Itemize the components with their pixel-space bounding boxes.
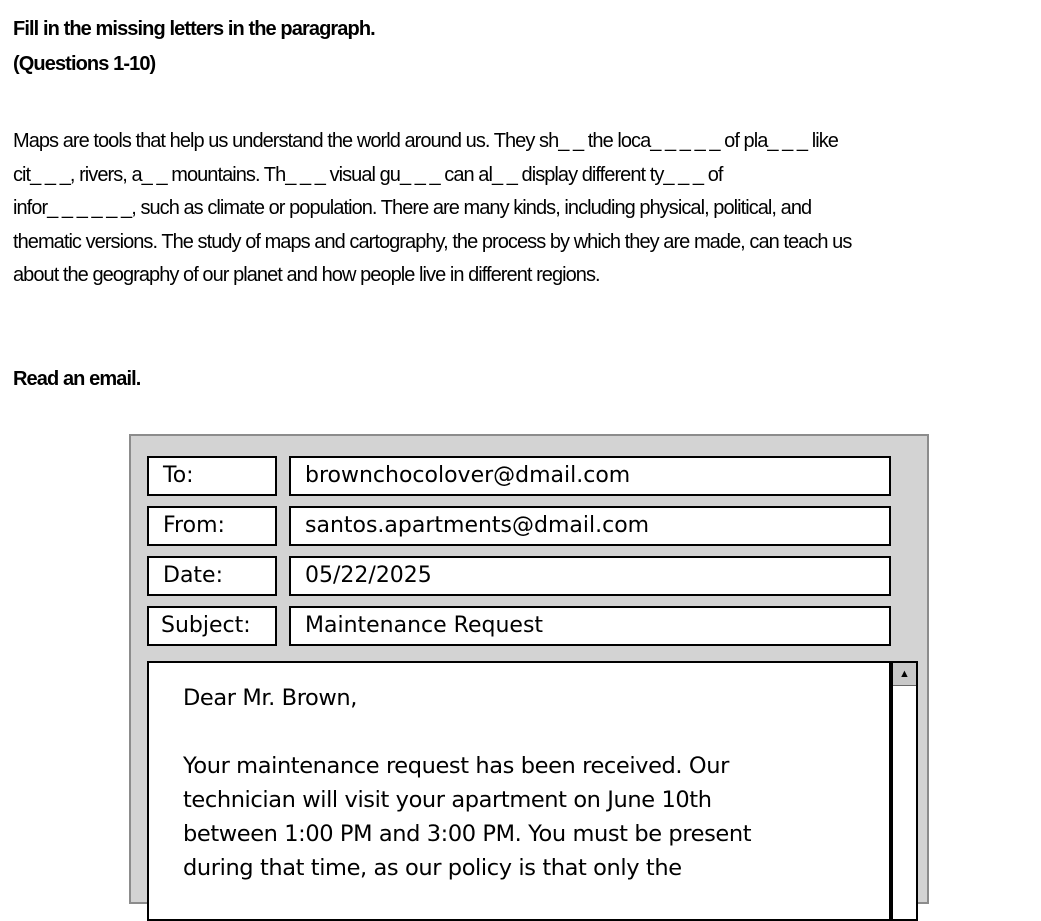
email-section-title: Read an email. — [13, 368, 141, 390]
body-line: between 1:00 PM and 3:00 PM. You must be present — [183, 821, 752, 847]
greeting: Dear Mr. Brown, — [183, 685, 358, 711]
from-label: From: — [147, 506, 277, 546]
exercise-title: Fill in the missing letters in the paragraph. — [13, 18, 375, 40]
from-field: santos.apartments@dmail.com — [289, 506, 891, 546]
paragraph-line: infor_ _ _ _ _ _, such as climate or population. There are many kinds, including physical, political, and — [13, 197, 812, 219]
body-line: during that time, as our policy is that only the — [183, 855, 682, 881]
paragraph-line: Maps are tools that help us understand the world around us. They sh_ _ the loca_ _ _ _ _ of pla_ _ _ like — [13, 130, 838, 152]
date-label: Date: — [147, 556, 277, 596]
email-window — [129, 434, 929, 904]
to-label: To: — [147, 456, 277, 496]
body-line: technician will visit your apartment on June 10th — [183, 787, 712, 813]
subject-field: Maintenance Request — [289, 606, 891, 646]
cloze-paragraph — [13, 125, 851, 293]
paragraph-line: cit_ _ _, rivers, a_ _ mountains. Th_ _ _ visual gu_ _ _ can al_ _ display different ty_ _ _ of — [13, 163, 723, 186]
scrollbar[interactable] — [891, 661, 918, 921]
date-field: 05/22/2025 — [289, 556, 891, 596]
email-body — [147, 661, 910, 921]
paragraph-line: thematic versions. The study of maps and cartography, the process by which they are made, can teach us — [13, 230, 852, 253]
subject-label: Subject: — [147, 606, 277, 646]
exercise-subtitle: (Questions 1-10) — [13, 53, 156, 75]
scroll-up-arrow-icon[interactable]: ▲ — [893, 663, 916, 686]
to-field: brownchocolover@dmail.com — [289, 456, 891, 496]
paragraph-line: about the geography of our planet and how people live in different regions. — [13, 264, 600, 286]
email-body-text — [183, 681, 751, 885]
body-line: Your maintenance request has been received. Our — [183, 753, 729, 779]
